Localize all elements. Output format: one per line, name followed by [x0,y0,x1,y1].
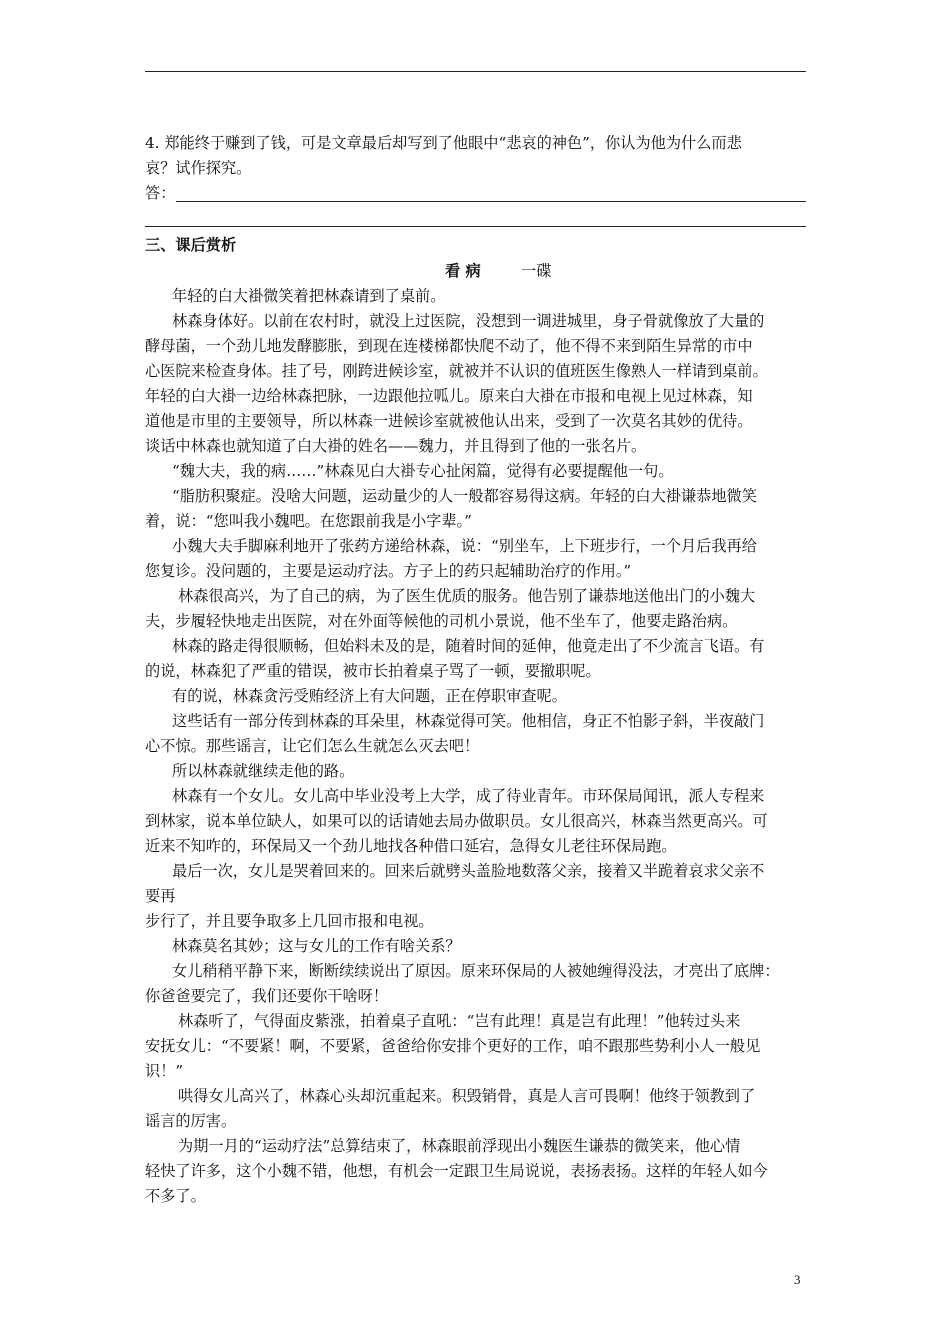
story-line: 着，说：“您叫我小魏吧。在您跟前我是小字辈。” [145,512,472,530]
story-line: 年轻的白大褂微笑着把林森请到了桌前。 [172,287,446,305]
story-line: 林森身体好。以前在农村时，就没上过医院，没想到一调进城里，身子骨就像放了大量的 [172,312,765,330]
story-line: “脂肪积聚症。没啥大问题，运动量少的人一般都容易得这病。年轻的白大褂谦恭地微笑 [172,487,757,505]
story-author: 一碟 [521,262,552,280]
story-line: 不多了。 [145,1187,206,1205]
story-line: 为期一月的“运动疗法”总算结束了，林森眼前浮现出小魏医生谦恭的微笑来，他心情 [178,1137,741,1155]
question-4-line-1: 4. 郑能终于赚到了钱，可是文章最后却写到了他眼中“悲哀的神色”，你认为他为什么而悲 [145,134,742,152]
story-line: 最后一次，女儿是哭着回来的。回来后就劈头盖脸地数落父亲，接着又半跪着哀求父亲不 [172,862,765,880]
section-heading: 三、课后赏析 [145,236,237,254]
answer-label: 答： [145,184,176,202]
story-line: 到林家，说本单位缺人，如果可以的话请她去局办做职员。女儿很高兴，林森当然更高兴。可 [145,812,768,830]
story-line: 心医院来检查身体。挂了号，刚跨进候诊室，就被并不认识的值班医生像熟人一样请到桌前。 [145,362,768,380]
story-line: 安抚女儿：“不要紧！啊，不要紧，爸爸给你安排个更好的工作，咱不跟那些势利小人一般见 [145,1037,761,1055]
story-line: 近来不知咋的，环保局又一个劲儿地找各种借口延宕，急得女儿老往环保局跑。 [145,837,677,855]
story-line: 要再 [145,887,176,905]
story-line: 道他是市里的主要领导，所以林森一进候诊室就被他认出来，受到了一次莫名其妙的优待。 [145,412,753,430]
story-line: 您复诊。没问题的，主要是运动疗法。方子上的药只起辅助治疗的作用。” [145,562,632,580]
story-line: 有的说，林森贪污受贿经济上有大问题，正在停职审查呢。 [172,687,567,705]
story-line: 林森很高兴，为了自己的病，为了医生优质的服务。他告别了谦恭地送他出门的小魏大 [178,587,756,605]
story-line: 林森的路走得很顺畅，但始料未及的是，随着时间的延伸，他竟走出了不少流言飞语。有 [172,637,765,655]
story-line: 林森听了，气得面皮紫涨，拍着桌子直吼：“岂有此理！真是岂有此理！”他转过头来 [178,1012,741,1030]
page-number: 3 [794,1272,801,1287]
answer-rule-2 [145,226,806,227]
story-line: 步行了，并且要争取多上几回市报和电视。 [145,912,434,930]
story-line: 酵母菌，一个劲儿地发酵膨胀，到现在连楼梯都快爬不动了，他不得不来到陌生异常的市中 [145,337,753,355]
question-4-line-2: 哀？试作探究。 [145,159,252,177]
story-line: 你爸爸要完了，我们还要你干啥呀！ [145,987,388,1005]
story-line: 年轻的白大褂一边给林森把脉，一边跟他拉呱儿。原来白大褂在市报和电视上见过林森，知 [145,387,753,405]
story-line: “魏大夫，我的病……”林森见白大褂专心扯闲篇，觉得有必要提醒他一句。 [172,462,674,480]
story-line: 夫，步履轻快地走出医院，对在外面等候他的司机小景说，他不坐车了，他要走路治病。 [145,612,738,630]
story-title: 看 病 [445,262,481,280]
story-line: 女儿稍稍平静下来，断断续续说出了原因。原来环保局的人被她缠得没法，才亮出了底牌： [172,962,780,980]
story-line: 哄得女儿高兴了，林森心头却沉重起来。积毁销骨，真是人言可畏啊！他终于领教到了 [178,1087,756,1105]
story-line: 小魏大夫手脚麻利地开了张药方递给林森，说：“别坐车，上下班步行，一个月后我再给 [172,537,757,555]
story-line: 谈话中林森也就知道了白大褂的姓名——魏力，并且得到了他的一张名片。 [145,437,647,455]
top-rule [145,71,806,72]
story-line: 林森有一个女儿。女儿高中毕业没考上大学，成了待业青年。市环保局闻讯，派人专程来 [172,787,765,805]
story-line: 这些话有一部分传到林森的耳朵里，林森觉得可笑。他相信，身正不怕影子斜，半夜敲门 [172,712,765,730]
story-line: 的说，林森犯了严重的错误，被市长拍着桌子骂了一顿，要撤职呢。 [145,662,601,680]
story-line: 林森莫名其妙；这与女儿的工作有啥关系？ [172,937,461,955]
answer-rule-1 [176,201,806,202]
story-line: 所以林森就继续走他的路。 [172,762,355,780]
story-line: 心不惊。那些谣言，让它们怎么生就怎么灭去吧！ [145,737,480,755]
story-line: 轻快了许多，这个小魏不错，他想，有机会一定跟卫生局说说，表扬表扬。这样的年轻人如今 [145,1162,768,1180]
story-line: 识！” [145,1062,184,1080]
story-line: 谣言的厉害。 [145,1112,237,1130]
